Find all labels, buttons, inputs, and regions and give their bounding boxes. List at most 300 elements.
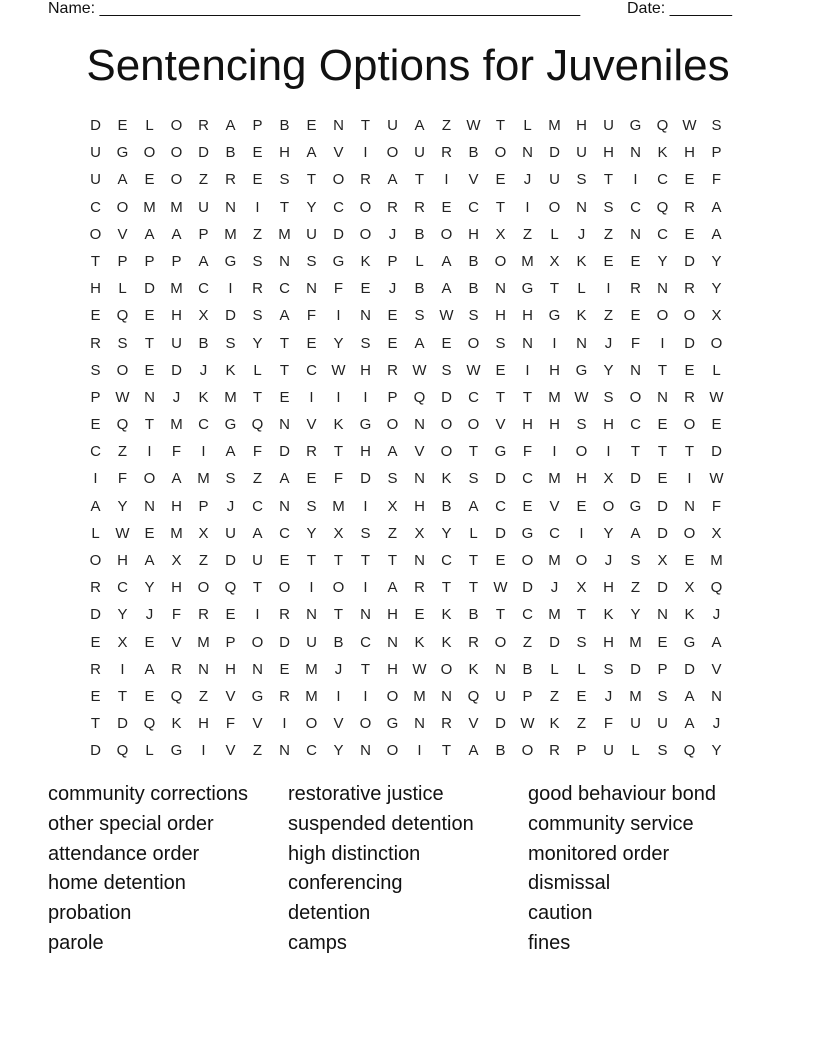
grid-letter[interactable]: W [412, 361, 427, 379]
grid-letter[interactable]: P [171, 252, 182, 270]
grid-letter[interactable]: H [576, 470, 587, 488]
grid-letter[interactable]: N [198, 660, 209, 678]
grid-letter[interactable]: L [712, 361, 721, 379]
grid-letter[interactable]: Y [441, 524, 452, 542]
grid-letter[interactable]: B [495, 742, 506, 760]
grid-letter[interactable]: C [630, 198, 641, 216]
grid-letter[interactable]: H [225, 660, 236, 678]
grid-letter[interactable]: D [657, 524, 668, 542]
grid-letter[interactable]: K [441, 606, 452, 624]
grid-letter[interactable]: Z [198, 552, 209, 569]
grid-letter[interactable]: F [522, 443, 533, 461]
grid-letter[interactable]: A [684, 715, 695, 733]
grid-letter[interactable]: N [414, 552, 425, 569]
grid-letter[interactable]: H [387, 660, 398, 678]
grid-letter[interactable]: L [415, 252, 424, 270]
grid-letter[interactable]: V [225, 742, 236, 760]
grid-letter[interactable]: X [333, 524, 344, 542]
grid-letter[interactable]: K [333, 416, 344, 434]
grid-letter[interactable]: E [657, 470, 668, 488]
grid-letter[interactable]: R [171, 660, 182, 678]
grid-letter[interactable]: W [115, 524, 130, 542]
grid-letter[interactable]: N [630, 144, 641, 162]
grid-letter[interactable]: F [711, 171, 722, 189]
grid-letter[interactable]: B [468, 144, 479, 162]
grid-letter[interactable]: O [170, 117, 183, 134]
grid-letter[interactable]: A [684, 687, 695, 705]
grid-letter[interactable]: T [495, 198, 506, 216]
grid-letter[interactable]: M [548, 552, 561, 569]
grid-letter[interactable]: C [333, 198, 344, 216]
grid-letter[interactable]: T [495, 388, 506, 406]
grid-letter[interactable]: S [657, 742, 668, 760]
grid-letter[interactable]: F [333, 470, 344, 488]
grid-letter[interactable]: R [360, 171, 371, 189]
grid-letter[interactable]: E [684, 171, 695, 189]
grid-letter[interactable]: B [414, 225, 425, 243]
grid-letter[interactable]: C [360, 633, 371, 651]
grid-letter[interactable]: E [603, 252, 614, 270]
grid-letter[interactable]: E [630, 252, 641, 270]
grid-letter[interactable]: D [171, 361, 182, 379]
grid-letter[interactable]: U [306, 225, 317, 243]
grid-letter[interactable]: E [684, 552, 695, 569]
grid-letter[interactable]: O [359, 715, 372, 733]
grid-letter[interactable]: T [387, 552, 398, 569]
grid-letter[interactable]: Z [549, 687, 560, 705]
grid-letter[interactable]: Y [657, 252, 668, 270]
grid-letter[interactable]: I [660, 334, 665, 352]
grid-letter[interactable]: B [414, 280, 425, 298]
grid-letter[interactable]: M [332, 497, 345, 515]
grid-letter[interactable]: X [684, 579, 695, 597]
grid-letter[interactable]: A [225, 117, 236, 134]
grid-letter[interactable]: U [630, 715, 641, 733]
grid-letter[interactable]: A [387, 171, 398, 189]
grid-letter[interactable]: D [333, 225, 344, 243]
grid-letter[interactable]: D [279, 443, 290, 461]
grid-letter[interactable]: Z [387, 524, 398, 542]
grid-letter[interactable]: S [576, 171, 587, 189]
grid-letter[interactable]: E [711, 416, 722, 434]
grid-letter[interactable]: J [577, 225, 586, 243]
grid-letter[interactable]: B [468, 606, 479, 624]
grid-letter[interactable]: E [144, 307, 155, 325]
grid-letter[interactable]: R [549, 742, 560, 760]
grid-letter[interactable]: C [279, 280, 290, 298]
grid-letter[interactable]: D [684, 252, 695, 270]
grid-letter[interactable]: T [603, 171, 614, 189]
grid-letter[interactable]: O [440, 416, 453, 434]
grid-letter[interactable]: T [360, 660, 371, 678]
grid-letter[interactable]: A [711, 633, 722, 651]
grid-letter[interactable]: D [360, 470, 371, 488]
grid-letter[interactable]: H [603, 416, 614, 434]
grid-letter[interactable]: P [711, 144, 722, 162]
grid-letter[interactable]: L [253, 361, 262, 379]
grid-letter[interactable]: H [414, 497, 425, 515]
grid-letter[interactable]: A [387, 579, 398, 597]
grid-letter[interactable]: E [495, 552, 506, 569]
grid-letter[interactable]: S [252, 252, 263, 270]
grid-letter[interactable]: U [171, 334, 182, 352]
grid-letter[interactable]: O [494, 633, 507, 651]
grid-letter[interactable]: A [441, 252, 452, 270]
grid-letter[interactable]: I [606, 280, 611, 298]
grid-letter[interactable]: S [252, 307, 263, 325]
grid-letter[interactable]: T [657, 443, 668, 461]
grid-letter[interactable]: P [117, 252, 128, 270]
grid-letter[interactable]: C [90, 443, 101, 461]
grid-letter[interactable]: V [711, 660, 722, 678]
grid-letter[interactable]: B [333, 633, 344, 651]
grid-letter[interactable]: E [90, 416, 101, 434]
grid-letter[interactable]: M [548, 470, 561, 488]
grid-letter[interactable]: W [466, 361, 481, 379]
grid-letter[interactable]: Q [656, 198, 669, 216]
grid-letter[interactable]: Q [710, 579, 723, 597]
grid-letter[interactable]: X [414, 524, 425, 542]
grid-letter[interactable]: F [117, 470, 128, 488]
grid-letter[interactable]: E [90, 307, 101, 325]
grid-letter[interactable]: E [387, 334, 398, 352]
grid-letter[interactable]: C [657, 225, 668, 243]
grid-letter[interactable]: J [604, 334, 613, 352]
grid-letter[interactable]: H [495, 307, 506, 325]
grid-letter[interactable]: T [441, 579, 452, 597]
grid-letter[interactable]: H [198, 715, 209, 733]
grid-letter[interactable]: I [201, 443, 206, 461]
grid-letter[interactable]: O [467, 416, 480, 434]
grid-letter[interactable]: K [549, 715, 560, 733]
grid-letter[interactable]: E [576, 497, 587, 515]
grid-letter[interactable]: H [576, 117, 587, 134]
grid-letter[interactable]: V [333, 144, 344, 162]
grid-letter[interactable]: O [386, 742, 399, 760]
grid-letter[interactable]: H [171, 579, 182, 597]
grid-letter[interactable]: N [279, 416, 290, 434]
grid-letter[interactable]: T [684, 443, 695, 461]
grid-letter[interactable]: G [170, 742, 183, 760]
grid-letter[interactable]: B [468, 252, 479, 270]
grid-letter[interactable]: S [306, 497, 317, 515]
grid-letter[interactable]: M [710, 552, 723, 569]
grid-letter[interactable]: W [682, 117, 697, 134]
grid-letter[interactable]: H [117, 552, 128, 569]
grid-letter[interactable]: H [684, 144, 695, 162]
grid-letter[interactable]: J [550, 579, 559, 597]
grid-letter[interactable]: P [576, 742, 587, 760]
grid-letter[interactable]: V [225, 687, 236, 705]
grid-letter[interactable]: T [495, 117, 506, 134]
grid-letter[interactable]: K [576, 307, 587, 325]
grid-letter[interactable]: W [331, 361, 346, 379]
grid-letter[interactable]: N [360, 307, 371, 325]
grid-letter[interactable]: S [387, 470, 398, 488]
grid-letter[interactable]: M [278, 225, 291, 243]
grid-letter[interactable]: N [144, 388, 155, 406]
grid-letter[interactable]: Y [603, 361, 614, 379]
grid-letter[interactable]: I [255, 606, 260, 624]
grid-letter[interactable]: R [90, 579, 101, 597]
grid-letter[interactable]: C [522, 606, 533, 624]
grid-letter[interactable]: G [683, 633, 696, 651]
grid-letter[interactable]: E [117, 117, 128, 134]
grid-letter[interactable]: K [657, 144, 668, 162]
grid-letter[interactable]: L [145, 742, 154, 760]
grid-letter[interactable]: A [711, 225, 722, 243]
grid-letter[interactable]: O [170, 144, 183, 162]
grid-letter[interactable]: A [711, 198, 722, 216]
grid-letter[interactable]: A [441, 280, 452, 298]
grid-letter[interactable]: O [521, 742, 534, 760]
grid-letter[interactable]: P [522, 687, 533, 705]
grid-letter[interactable]: Q [143, 715, 156, 733]
grid-letter[interactable]: N [630, 361, 641, 379]
grid-letter[interactable]: Q [224, 579, 237, 597]
grid-letter[interactable]: E [144, 361, 155, 379]
grid-letter[interactable]: R [414, 198, 425, 216]
grid-letter[interactable]: O [440, 660, 453, 678]
grid-letter[interactable]: O [278, 579, 291, 597]
grid-letter[interactable]: I [336, 388, 341, 406]
grid-letter[interactable]: H [603, 144, 614, 162]
grid-letter[interactable]: K [360, 252, 371, 270]
grid-letter[interactable]: D [549, 633, 560, 651]
date-field-label[interactable]: Date: _______ [627, 0, 732, 17]
grid-letter[interactable]: D [684, 334, 695, 352]
grid-letter[interactable]: N [414, 715, 425, 733]
grid-letter[interactable]: X [117, 633, 128, 651]
grid-letter[interactable]: S [576, 633, 587, 651]
grid-letter[interactable]: X [711, 307, 722, 325]
grid-letter[interactable]: K [468, 660, 479, 678]
grid-letter[interactable]: J [604, 687, 613, 705]
grid-letter[interactable]: P [90, 388, 101, 406]
grid-letter[interactable]: I [363, 579, 368, 597]
grid-letter[interactable]: K [225, 361, 236, 379]
grid-letter[interactable]: T [144, 416, 155, 434]
grid-letter[interactable]: F [603, 715, 614, 733]
grid-letter[interactable]: X [549, 252, 560, 270]
grid-letter[interactable]: Y [333, 742, 344, 760]
grid-letter[interactable]: J [388, 280, 397, 298]
grid-letter[interactable]: N [279, 252, 290, 270]
grid-letter[interactable]: D [657, 579, 668, 597]
grid-letter[interactable]: L [577, 660, 586, 678]
grid-letter[interactable]: V [468, 715, 479, 733]
grid-letter[interactable]: H [90, 280, 101, 298]
grid-letter[interactable]: G [359, 416, 372, 434]
grid-letter[interactable]: M [548, 606, 561, 624]
grid-letter[interactable]: Z [576, 715, 587, 733]
grid-letter[interactable]: Q [251, 416, 264, 434]
grid-letter[interactable]: N [360, 606, 371, 624]
grid-letter[interactable]: D [90, 742, 101, 760]
grid-letter[interactable]: S [441, 361, 452, 379]
grid-letter[interactable]: J [199, 361, 208, 379]
grid-letter[interactable]: E [576, 687, 587, 705]
grid-letter[interactable]: U [414, 144, 425, 162]
grid-letter[interactable]: J [712, 715, 721, 733]
grid-letter[interactable]: R [198, 117, 209, 134]
grid-letter[interactable]: N [225, 198, 236, 216]
grid-letter[interactable]: G [548, 307, 561, 325]
grid-letter[interactable]: O [386, 687, 399, 705]
grid-letter[interactable]: X [603, 470, 614, 488]
grid-letter[interactable]: Z [117, 443, 128, 461]
grid-letter[interactable]: E [252, 144, 263, 162]
grid-letter[interactable]: J [226, 497, 235, 515]
grid-letter[interactable]: O [89, 552, 102, 569]
grid-letter[interactable]: N [414, 470, 425, 488]
grid-letter[interactable]: U [252, 552, 263, 569]
grid-letter[interactable]: T [90, 715, 101, 733]
grid-letter[interactable]: O [494, 252, 507, 270]
grid-letter[interactable]: R [630, 280, 641, 298]
grid-letter[interactable]: S [117, 334, 128, 352]
grid-letter[interactable]: C [306, 742, 317, 760]
grid-letter[interactable]: B [522, 660, 533, 678]
grid-letter[interactable]: U [90, 144, 101, 162]
grid-letter[interactable]: E [252, 171, 263, 189]
grid-letter[interactable]: G [224, 416, 237, 434]
grid-letter[interactable]: I [309, 388, 314, 406]
grid-letter[interactable]: I [525, 198, 530, 216]
grid-letter[interactable]: S [711, 117, 722, 134]
grid-letter[interactable]: M [197, 633, 210, 651]
grid-letter[interactable]: S [495, 334, 506, 352]
grid-letter[interactable]: H [549, 361, 560, 379]
grid-letter[interactable]: E [522, 497, 533, 515]
grid-letter[interactable]: M [170, 198, 183, 216]
grid-letter[interactable]: T [306, 552, 317, 569]
grid-letter[interactable]: S [603, 660, 614, 678]
grid-letter[interactable]: Y [306, 198, 317, 216]
grid-letter[interactable]: M [548, 388, 561, 406]
grid-letter[interactable]: E [684, 225, 695, 243]
grid-letter[interactable]: N [414, 416, 425, 434]
grid-letter[interactable]: Q [116, 307, 129, 325]
grid-letter[interactable]: N [252, 660, 263, 678]
grid-letter[interactable]: E [657, 633, 668, 651]
grid-letter[interactable]: A [387, 443, 398, 461]
grid-letter[interactable]: E [495, 171, 506, 189]
grid-letter[interactable]: T [576, 606, 587, 624]
grid-letter[interactable]: E [387, 307, 398, 325]
grid-letter[interactable]: L [91, 524, 100, 542]
grid-letter[interactable]: E [144, 524, 155, 542]
grid-letter[interactable]: O [332, 579, 345, 597]
grid-letter[interactable]: I [147, 443, 152, 461]
grid-letter[interactable]: O [683, 416, 696, 434]
grid-letter[interactable]: X [657, 552, 668, 569]
grid-letter[interactable]: Z [252, 470, 263, 488]
grid-letter[interactable]: Y [117, 497, 128, 515]
grid-letter[interactable]: U [495, 687, 506, 705]
grid-letter[interactable]: C [252, 497, 263, 515]
grid-letter[interactable]: A [171, 225, 182, 243]
grid-letter[interactable]: Q [116, 416, 129, 434]
grid-letter[interactable]: O [548, 198, 561, 216]
grid-letter[interactable]: R [441, 715, 452, 733]
grid-letter[interactable]: B [198, 334, 209, 352]
grid-letter[interactable]: V [333, 715, 344, 733]
grid-letter[interactable]: V [468, 171, 479, 189]
grid-letter[interactable]: I [363, 497, 368, 515]
grid-letter[interactable]: Y [306, 524, 317, 542]
grid-letter[interactable]: S [657, 687, 668, 705]
grid-letter[interactable]: H [603, 579, 614, 597]
grid-letter[interactable]: N [495, 280, 506, 298]
grid-letter[interactable]: R [279, 606, 290, 624]
grid-letter[interactable]: Y [711, 252, 722, 270]
grid-letter[interactable]: F [630, 334, 641, 352]
grid-letter[interactable]: U [603, 742, 614, 760]
grid-letter[interactable]: Z [630, 579, 641, 597]
grid-letter[interactable]: M [305, 687, 318, 705]
grid-letter[interactable]: Z [441, 117, 452, 134]
grid-letter[interactable]: G [251, 687, 264, 705]
grid-letter[interactable]: I [363, 388, 368, 406]
grid-letter[interactable]: A [414, 334, 425, 352]
grid-letter[interactable]: O [629, 388, 642, 406]
grid-letter[interactable]: T [279, 334, 290, 352]
grid-letter[interactable]: W [439, 307, 454, 325]
grid-letter[interactable]: D [198, 144, 209, 162]
grid-letter[interactable]: N [279, 742, 290, 760]
grid-letter[interactable]: G [629, 117, 642, 134]
grid-letter[interactable]: M [224, 388, 237, 406]
grid-letter[interactable]: T [333, 443, 344, 461]
grid-letter[interactable]: G [332, 252, 345, 270]
grid-letter[interactable]: E [441, 334, 452, 352]
grid-letter[interactable]: E [441, 198, 452, 216]
grid-letter[interactable]: P [198, 497, 209, 515]
grid-letter[interactable]: C [495, 497, 506, 515]
grid-letter[interactable]: M [170, 280, 183, 298]
grid-letter[interactable]: O [575, 443, 588, 461]
grid-letter[interactable]: S [306, 252, 317, 270]
grid-letter[interactable]: A [144, 552, 155, 569]
grid-letter[interactable]: Z [252, 742, 263, 760]
grid-letter[interactable]: Z [603, 225, 614, 243]
grid-letter[interactable]: X [576, 579, 587, 597]
grid-letter[interactable]: X [711, 524, 722, 542]
grid-letter[interactable]: J [172, 388, 181, 406]
grid-letter[interactable]: T [630, 443, 641, 461]
grid-letter[interactable]: I [633, 171, 638, 189]
grid-letter[interactable]: L [118, 280, 127, 298]
grid-letter[interactable]: H [171, 497, 182, 515]
grid-letter[interactable]: B [279, 117, 290, 134]
grid-letter[interactable]: G [575, 361, 588, 379]
grid-letter[interactable]: E [306, 334, 317, 352]
grid-letter[interactable]: G [521, 524, 534, 542]
grid-letter[interactable]: S [90, 361, 101, 379]
grid-letter[interactable]: I [417, 742, 422, 760]
grid-letter[interactable]: T [306, 171, 317, 189]
grid-letter[interactable]: C [90, 198, 101, 216]
grid-letter[interactable]: L [469, 524, 478, 542]
grid-letter[interactable]: A [630, 524, 641, 542]
grid-letter[interactable]: S [225, 470, 236, 488]
grid-letter[interactable]: F [225, 715, 236, 733]
grid-letter[interactable]: N [684, 497, 695, 515]
grid-letter[interactable]: A [279, 307, 290, 325]
grid-letter[interactable]: N [657, 280, 668, 298]
grid-letter[interactable]: K [441, 633, 452, 651]
